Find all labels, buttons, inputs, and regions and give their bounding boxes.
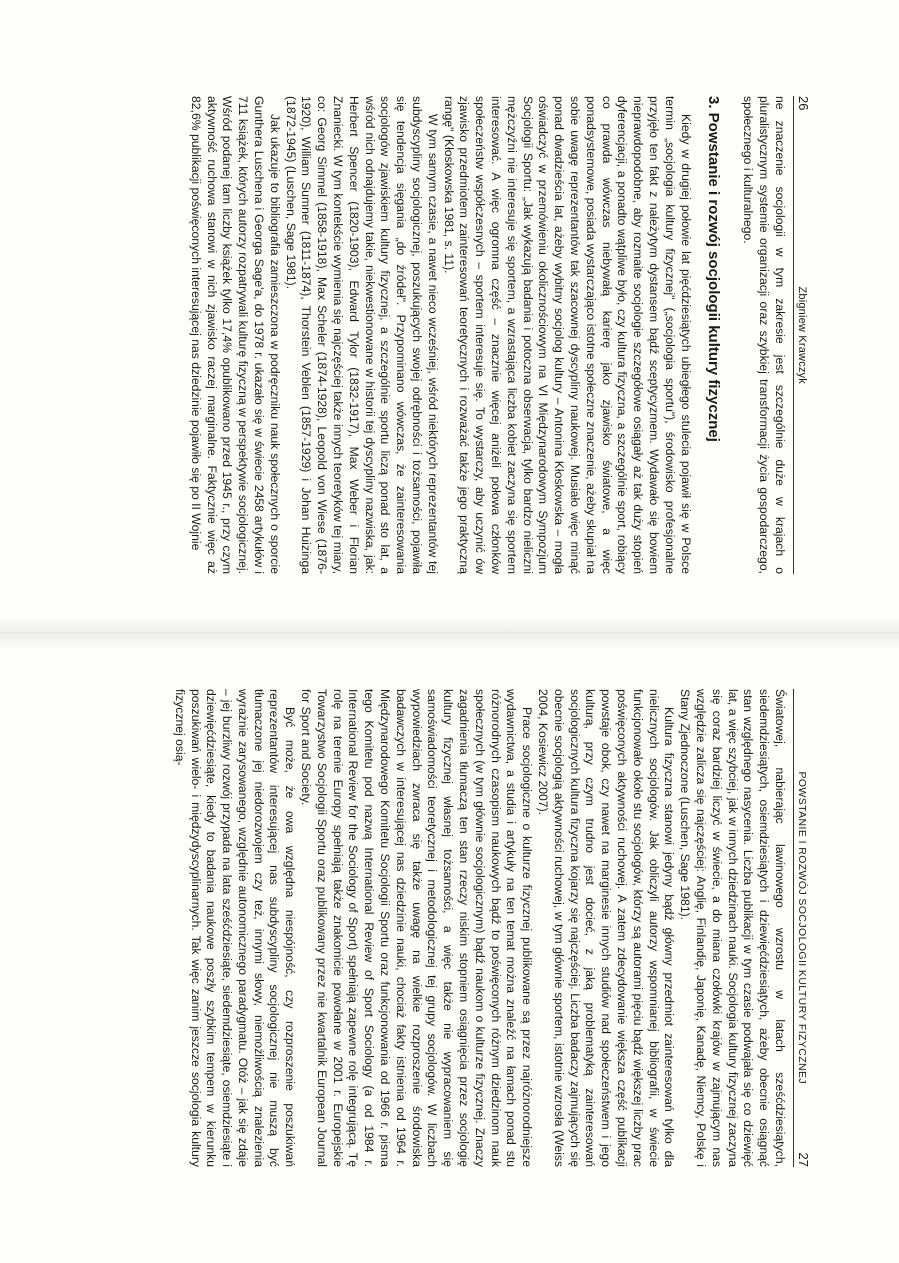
left-running-head [793,96,811,574]
right-page-number: 27 [796,1152,811,1167]
left-page [0,0,899,620]
left-page-number: 26 [796,96,811,111]
left-paragraph: Kiedy w drugiej połowie lat pięćdziesiątych ubiegłego stulecia pojawił się w Polsce termin „socjologia kultury fizycznej" („socjologia sportu"), środowisko profesjonalne przyjęło ten fakt z należytym dystansem bądź sceptycyzmem. Wydawało się bowiem nieprawdopodobne, aby rozmaite socjologie szczegółowe osiągały aż tak duży stopień dyferencjacji, a ponadto wątpliwe było, czy kultura fizyczna, a szczególnie sport, robiący co prawda wówczas niebywałą karierę jako zjawisko światowe, a więc ponadsystemowe, posiada wystarczająco istotne społeczne znaczenie, ażeby skupiał na sobie uwagę reprezentantów tak szacownej dyscypliny naukowej. Musiało więc minąć ponad dwadzieścia lat, ażeby wybitny socjolog kultury – Antonina Kłoskowska – mogła oświadczyć w przemówieniu okolicznościowym na VI Międzynarodowym Sympozjum Socjologii Sportu: „Jak wykazują badania i potoczna obserwacja, tylko bardzo nieliczni mężczyźni nie interesuje się sportem, a wzrastająca liczba kobiet zaczyna się sportem interesować. A więc ogromna część – znacznie więcej aniżeli połowa członków społeczeństw współczesnych – sportem interesuje się. To wystarczy, aby uczynić ów zjawisko przedmiotem zainteresowań teoretycznych i rozważać także jego praktyczną rangę" (Kłoskowska 1981, s. 11). [441,96,693,574]
right-paragraph: Światowej, nabierając lawinowego wzrostu w latach sześćdziesiątych, siedemdziesiątych, osiemdziesiątych i dziewięćdziesiątych, ażeby obecnie osiągnąć stan względnego nasycenia. Liczba publikacji w tym czasie podwajała się co dziewięć lat, a więc szybciej, jak w innych dziedzinach nauki. Socjologia kultury fizycznej zaczyna się coraz bardziej liczyć w świecie, a do miana czołówki krajów w zajmującym nas względzie zalicza się najczęściej: Anglię, Finlandię, Japonię, Kanadę, Niemcy, Polskę i Stany Zjednoczone (Luschen, Sage 1981). [678,689,787,1167]
left-running-title: Zbigniew Krawczyk [796,286,808,384]
right-running-title: POWSTANIE I ROZWÓJ SOCJOLOGII KULTURY FIZYCZNEJ [796,771,808,1085]
section-heading: 3. Powstanie i rozwój socjologii kultury fizycznej [704,96,722,442]
right-paragraph: Prace socjologiczne o kulturze fizycznej publikowane są przez najróżnorodniejsze wydawnictwa, a studia i artykuły na ten temat można znaleźć na łamach ponad stu różnorodnych czasopism naukowych bądź to poświęconych różnym dziedzinom nauk społecznych (w tym głównie socjologicznym) bądź naukom o kulturze fizycznej. Znaczy zagadnienia tłumaczą ten stan rzeczy niskim stopniem osiągnięcia przez socjologię kultury fizycznej własnej tożsamości, a więc także nie wypracowaniem się samoświadomości teoretycznej i metodologicznej tej grupy socjologów. W liczbach wypowiedziach zwraca się także uwagę na wielkie rozproszenie środowiska badawczych w interesującej nas dziedzinie nauki, chociaż fakty istnienia od 1964 r. Międzynarodowego Komitetu Socjologii Sportu oraz funkcjonowania od 1966 r. pisma tego Komitetu pod nazwą International Review of Sport Sociology (a od 1984 r. International Review for the Sociology of Sport) spełniają zapewne rolę integrującą. Tę rolę na terenie Europy spełniają także znakomicie powołane w 2001 r. Europejskie Towarzystwo Socjologii Sportu oraz publikowany przez nie kwartalnik European Journal for Sport and Society. [299,689,535,1167]
right-body [171,689,787,1167]
left-body [187,96,787,574]
left-para-continued: ne znaczenie socjologii w tym zakresie jest szczególnie duże w krajach o pluralistycznym systemie organizacji oraz szybkiej transformacji życia gospodarczego, społecznego i kulturalnego. [741,96,787,574]
right-running-head [793,689,811,1167]
right-page [0,643,899,1263]
right-paragraph: Kultura fizyczna stanowi jedyny bądź główny przedmiot zainteresowań tylko dla nielicznych socjologów. Jak obliczyli autorzy wspomnianej bibliografii, w świecie funkcjonowało około stu socjologów, którzy są autorami pięciu bądź większej liczby prac poświęconych aktywności ruchowej. A zatem zdecydowanie większa część publikacji powstaje obok, czy nawet na marginesie innych studiów nad społeczeństwem i jego kulturą, przy czym trudno jest docieć, z jaką problematyką zainteresowań socjologicznych kultura fizyczna kojarzy się najczęściej. Liczba badaczy zajmujących się obecnie socjologią aktywności ruchowej, w tym głównie sportem, istotnie wzrosła (Weiss 2004, Kosiewicz 2007). [536,689,677,1167]
left-paragraph: Jak ukazuje to bibliografia zamieszczona w podręczniku nauk społecznych o sporcie Gunthera Luschena i Georga Sage'a, do 1978 r. ukazało się w świecie 2458 artykułów i 711 książek, których autorzy rozpatrywali kulturę fizyczną w perspektywie socjologicznej. Wśród podanej tam liczby książek tylko 17,4% opublikowano przed 1945 r., przy czym aktywność ruchowa stanowi w nich zjawisko raczej marginalne. Faktycznie więc aż 82,6% publikacji poświęconych interesującej nas dziedzinie pojawiło się po II Wojnie [188,96,282,574]
left-paragraph: W tym samym czasie, a nawet nieco wcześniej, wśród niektórych reprezentantów tej subdyscypliny socjologicznej, poszukujących swojej odrębności i tożsamości, pojawiła się tendencja sięgania „do źródeł". Przypominano wówczas, że zainteresowania socjologów zjawiskiem kultury fizycznej, a szczególnie sportu liczą ponad sto lat, a wśród nich odnajdujemy takie, niekwestionowane w historii tej dyscypliny nazwiska, jak: Herbert Spencer (1820-1903), Edward Tylor (1832-1917), Max Weber i Florian Znaniecki. W tym kontekście wymienia się najczęściej także innych teoretyków tej miary, co: Georg Simmel (1858-1918), Max Scheler (1874-1928), Leopold von Wiese (1876-1920), William Sumner (1811-1874), Thorstein Veblen (1857-1929) i Johan Huizinga (1872-1945) (Luschen, Sage 1981). [283,96,440,574]
right-paragraph: Być może, że owa względna niespójność, czy rozproszenie poszukiwań reprezentantów interesującej nas subdyscypliny socjologicznej nie muszą być tłumaczone jej niedorozwojem czy też, innymi słowy, niemożliwością znalezienia wyrażnie zarysowanego, względnie autonomicznego paradygmatu. Otóż – jak się zdaje – jej burzliwy rozwój przypada na lata sześćdziesiąte, siedemdziesiąte, osiemdziesiąte i dziewięćdziesiąte, kiedy to badania naukowe poszły szybkim tempem w kierunku poszukiwań wielo- i międzydyscyplinarnych. Tak więc zanim jeszcze socjologia kultury fizycznej osią- [172,689,298,1167]
